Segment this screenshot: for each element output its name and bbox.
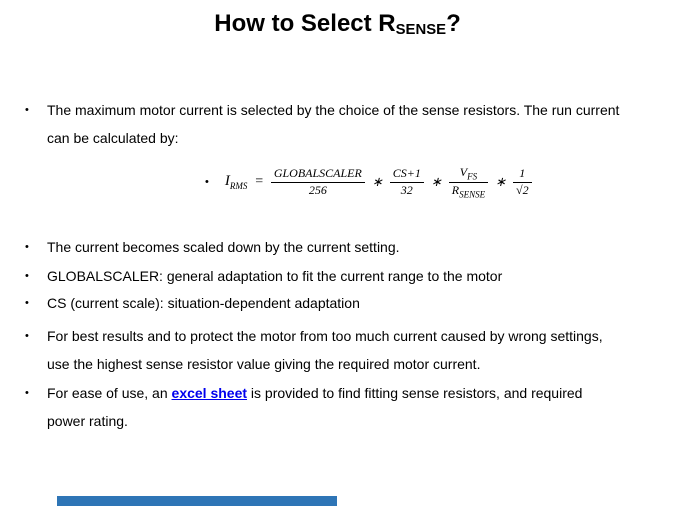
fraction-denominator: 32	[400, 182, 413, 197]
bullet-line: GLOBALSCALER: general adaptation to fit the current range to the motor	[47, 268, 503, 284]
bullet-line: The maximum motor current is selected by the choice of the sense resistors. The run current	[47, 102, 620, 118]
bullet-line: can be calculated by:	[47, 130, 179, 146]
formula-expression	[225, 165, 532, 199]
vfs-base: V	[459, 165, 468, 180]
formula-lhs	[225, 173, 248, 191]
rsense-subscript: SENSE	[459, 188, 486, 199]
vfs-subscript: FS	[467, 171, 478, 182]
link-post-text: is provided to find fitting sense resistors, and required	[247, 385, 583, 401]
bullet-dot: •	[25, 270, 29, 282]
bullet-text	[47, 233, 653, 261]
fraction-globalscaler	[271, 166, 365, 198]
fraction-denominator	[449, 183, 488, 199]
irms-formula	[205, 160, 532, 204]
bullet-dot: •	[25, 387, 29, 399]
bullet-line: For best results and to protect the motor from too much current caused by wrong settings,	[47, 328, 603, 344]
bullet-text	[47, 379, 653, 435]
bullet-text	[47, 262, 653, 290]
bullet-line: The current becomes scaled down by the current setting.	[47, 239, 400, 255]
bullet-line: CS (current scale): situation-dependent adaptation	[47, 295, 360, 311]
equals-sign: =	[254, 174, 264, 189]
formula-lhs-subscript: RMS	[229, 181, 248, 191]
bullet-dot: •	[25, 297, 29, 309]
bullet-best-results	[25, 322, 653, 378]
title-question-mark: ?	[446, 10, 461, 37]
bullet-dot: •	[25, 241, 29, 253]
fraction-numerator: GLOBALSCALER	[271, 166, 365, 183]
title-subscript: SENSE	[395, 21, 447, 38]
link-pre-text: For ease of use, an	[47, 385, 172, 401]
fraction-numerator: CS+1	[390, 166, 424, 183]
fraction-numerator	[449, 165, 488, 182]
excel-sheet-link[interactable]: excel sheet	[171, 385, 248, 401]
bullet-excel-sheet	[25, 379, 653, 435]
bullet-dot: •	[25, 330, 29, 342]
fraction-sqrt2	[513, 166, 532, 198]
fraction-vfs-rsense	[449, 165, 488, 199]
multiply-sign: ∗	[371, 174, 383, 189]
multiply-sign: ∗	[430, 174, 442, 189]
formula-lhs-base: I	[224, 173, 230, 189]
bullet-line: use the highest sense resistor value giving the required motor current.	[47, 356, 481, 372]
bullet-text	[47, 96, 653, 152]
bullet-current-scaled	[25, 233, 653, 261]
bullet-text	[47, 289, 653, 317]
bullet-dot: •	[25, 104, 29, 116]
page-title	[0, 10, 675, 38]
bullet-cs-scale	[25, 289, 653, 317]
fraction-numerator: 1	[513, 166, 532, 183]
fraction-denominator: 256	[308, 182, 327, 197]
bullet-max-motor-current	[25, 96, 653, 152]
bullet-dot: •	[205, 176, 209, 188]
rsense-base: R	[451, 182, 460, 197]
title-text: How to Select R	[214, 10, 396, 37]
fraction-denominator: √2	[516, 182, 529, 197]
bullet-line	[47, 379, 653, 407]
fraction-cs	[390, 166, 424, 198]
footer-accent-bar	[57, 496, 337, 506]
multiply-sign: ∗	[495, 174, 506, 189]
bullet-line: power rating.	[47, 413, 128, 429]
bullet-text	[47, 322, 653, 378]
bullet-globalscaler	[25, 262, 653, 290]
